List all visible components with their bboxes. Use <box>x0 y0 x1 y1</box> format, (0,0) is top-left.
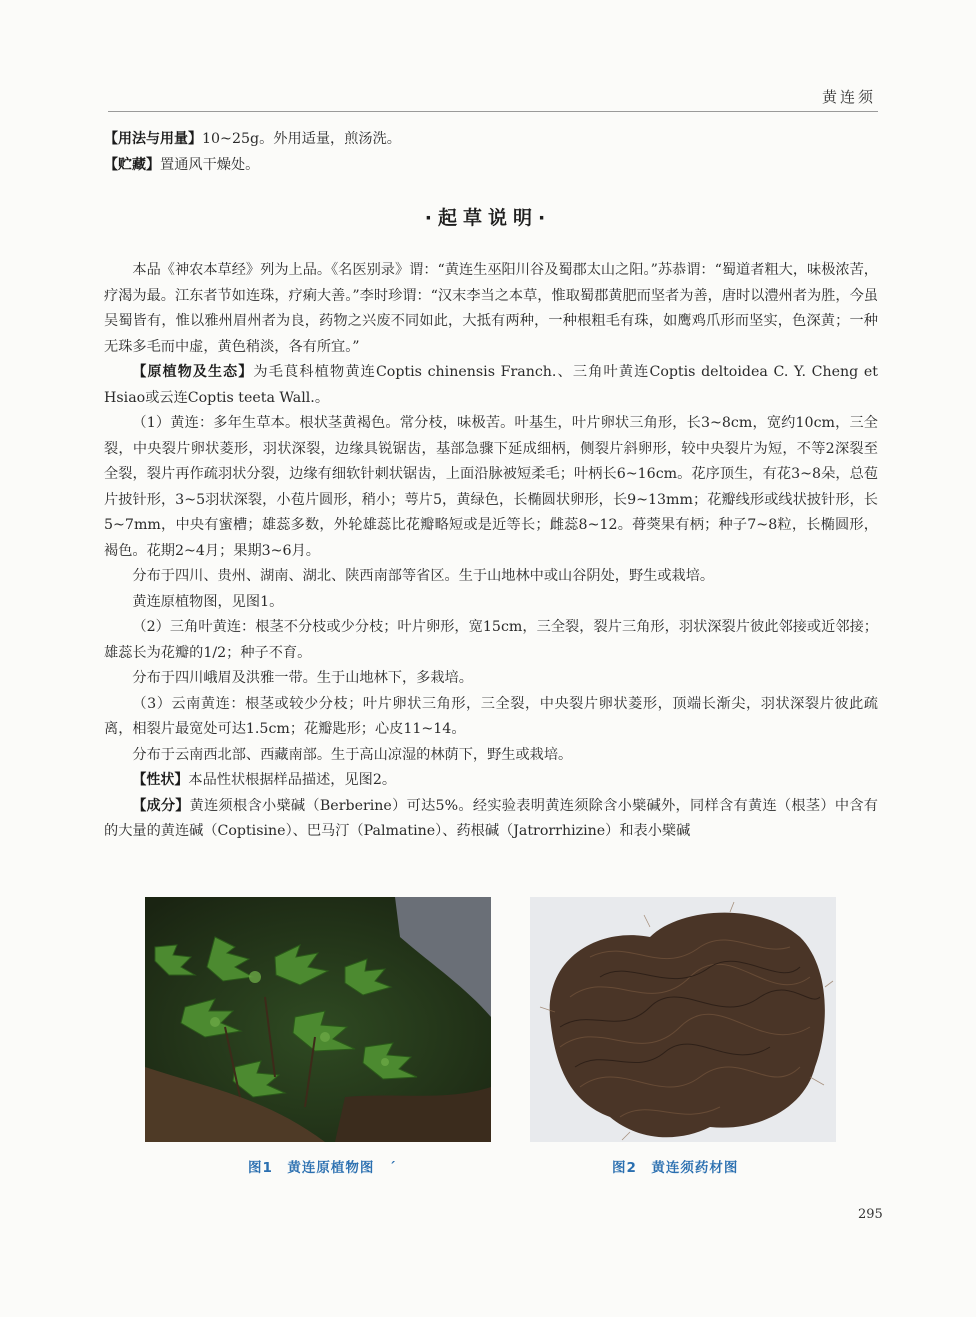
plant-photo-illustration <box>145 897 491 1142</box>
usage-line <box>104 127 878 153</box>
plant-paragraph <box>104 360 878 411</box>
composition-label: 【成分】 <box>132 797 190 814</box>
storage-text: 置通风干燥处。 <box>160 156 260 173</box>
root-photo-illustration <box>530 897 836 1142</box>
intro-paragraph: 本品《神农本草经》列为上品。《名医别录》谓：“黄连生巫阳川谷及蜀郡太山之阳。”苏恭谓：“蜀道者粗大，味极浓苦，疗渴为最。江东者节如连珠，疗痢大善。”李时珍谓：“汉末李当之本草，惟取蜀郡黄肥而坚者为善，唐时以澧州者为胜，今虽吴蜀皆有，惟以雅州眉州者为良，药物之兴废不同如此，大抵有两种，一种根粗毛有珠，如鹰鸡爪形而坚实，色深黄；一种无珠多毛而中虚，黄色稍淡，各有所宜。” <box>104 262 878 355</box>
species1-distribution: 分布于四川、贵州、湖南、湖北、陕西南部等省区。生于山地林中或山谷阴处，野生或栽培。 <box>132 568 715 584</box>
species1-paragraph: （1）黄连：多年生草本。根状茎黄褐色。常分枝，味极苦。叶基生，叶片卵状三角形，长3~8cm，宽约10cm，三全裂，中央裂片卵状菱形，羽状深裂，边缘具锐锯齿，基部急骤下延成细柄，侧裂片斜卵形，较中央裂片为短，不等2深裂至全裂，裂片再作疏羽状分裂，边缘有细软针刺状锯齿，上面沿脉被短柔毛；叶柄长6~16cm。花序顶生，有花3~8朵，总苞片披针形，3~5羽状深裂，小苞片圆形，稍小；萼片5，黄绿色，长椭圆状卵形，长9~13mm；花瓣线形或线状披针形，长5~7mm，中央有蜜槽；雄蕊多数，外轮雄蕊比花瓣略短或是近等长；雌蕊8~12。蓇葖果有柄；种子7~8粒，长椭圆形，褐色。花期2~4月；果期3~6月。 <box>104 415 878 559</box>
running-head-title: 黄连须 <box>821 88 876 106</box>
species3-distribution: 分布于云南西北部、西藏南部。生于高山凉湿的林荫下，野生或栽培。 <box>132 746 573 763</box>
figure1-caption: 图1 黄连原植物图 ˊ <box>248 1160 397 1176</box>
usage-storage-block <box>104 127 878 178</box>
usage-text: 10~25g。外用适量，煎汤洗。 <box>202 131 401 147</box>
trait-label: 【性状】 <box>132 772 189 788</box>
composition-paragraph <box>104 794 878 845</box>
plant-label: 【原植物及生态】 <box>132 364 254 380</box>
page-number: 295 <box>858 1207 883 1222</box>
body-text <box>104 258 878 845</box>
figure-root-photo <box>530 897 836 1142</box>
figure-plant-photo <box>145 897 491 1142</box>
species1-figure-ref: 黄连原植物图，见图1。 <box>132 593 284 610</box>
species3-paragraph: （3）云南黄连：根茎或较少分枝；叶片卵状三角形，三全裂，中央裂片卵状菱形，顶端长渐尖，羽状深裂片彼此疏离，相裂片最宽处可达1.5cm；花瓣匙形；心皮11~14。 <box>104 695 878 737</box>
header-rule <box>108 111 878 112</box>
plant-text: 为毛茛科植物黄连Coptis chinensis Franch.、三角叶黄连Coptis deltoidea C. Y. Cheng et Hsiao或云连Coptis teeta Wall.。 <box>104 364 878 406</box>
trait-paragraph <box>104 768 878 794</box>
species2-distribution: 分布于四川峨眉及洪雅一带。生于山地林下，多栽培。 <box>132 670 473 686</box>
figure2-caption: 图2 黄连须药材图 <box>612 1160 739 1176</box>
composition-text: 黄连须根含小檗碱（Berberine）可达5%。经实验表明黄连须除含小檗碱外，同样含有黄连（根茎）中含有的大量的黄连碱（Coptisine）、巴马汀（Palmatine）、药根碱（Jatrorrhizine）和表小檗碱 <box>104 797 878 839</box>
trait-text: 本品性状根据样品描述，见图2。 <box>188 772 397 788</box>
storage-line <box>104 153 878 179</box>
species2-paragraph: （2）三角叶黄连：根茎不分枝或少分枝；叶片卵形，宽15cm，三全裂，裂片三角形，羽状深裂片彼此邻接或近邻接；雄蕊长为花瓣的1/2；种子不育。 <box>104 619 878 661</box>
storage-label: 【贮藏】 <box>104 156 160 173</box>
section-title: ·起草说明· <box>424 207 552 229</box>
usage-label: 【用法与用量】 <box>104 131 202 147</box>
